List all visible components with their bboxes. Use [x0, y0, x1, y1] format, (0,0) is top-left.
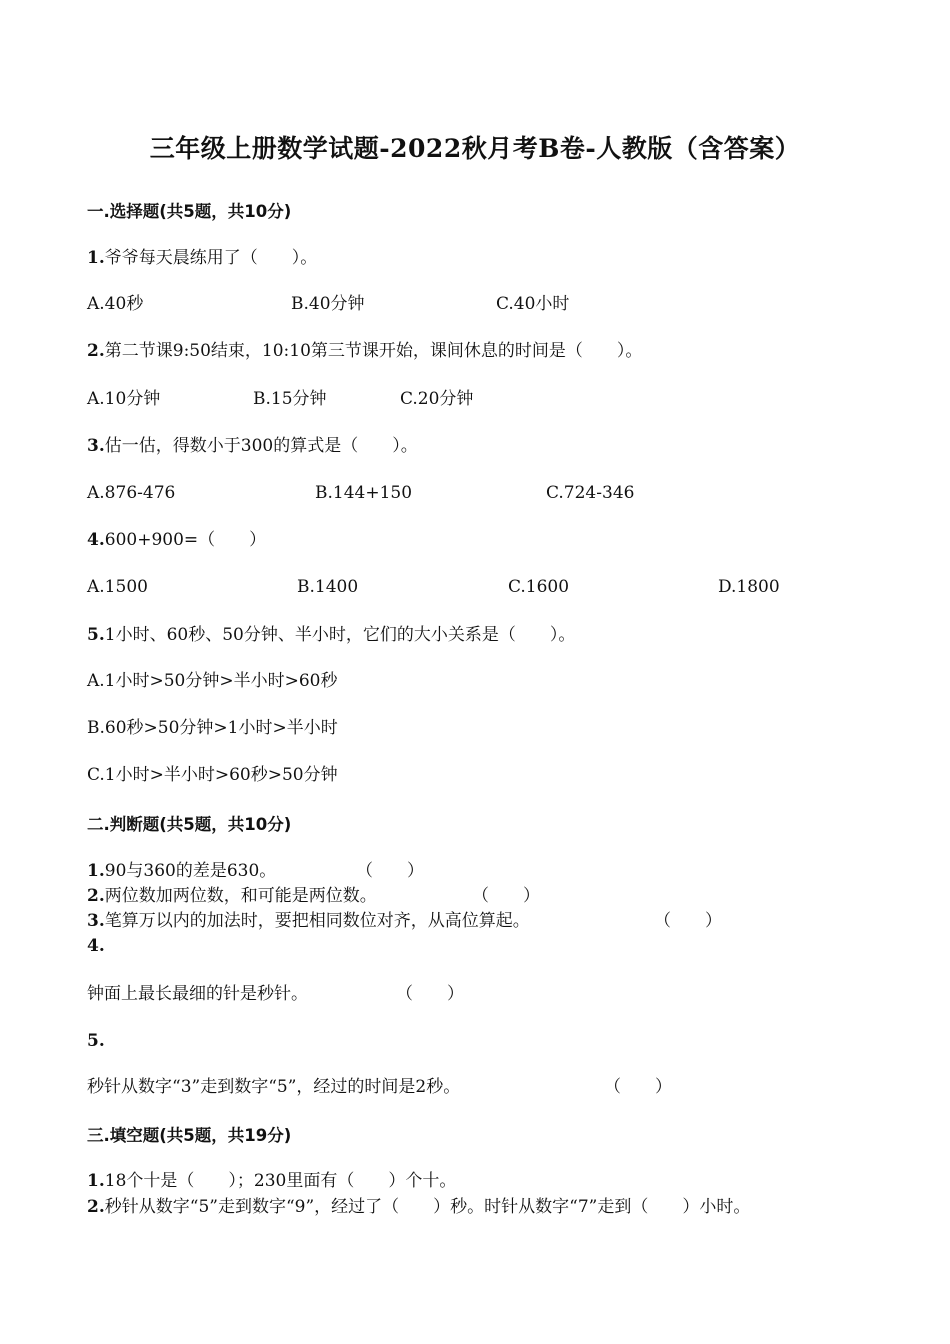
judge-item-2: 2.两位数加两位数，和可能是两位数。: [87, 886, 377, 906]
option-a: A.1500: [87, 577, 148, 597]
page-title: 三年级上册数学试题-2022秋月考B卷-人教版（含答案）: [149, 134, 801, 163]
question-5: 5.1小时、60秒、50分钟、半小时，它们的大小关系是（ ）。: [87, 625, 576, 645]
answer-paren: （ ）: [356, 861, 424, 881]
question-1: 1.爷爷每天晨练用了（ ）。: [87, 248, 318, 268]
answer-paren: （ ）: [396, 984, 464, 1004]
judge-item-4: 钟面上最长最细的针是秒针。: [87, 984, 308, 1004]
judge-item-4-number: 4.: [87, 936, 105, 956]
judge-item-3: 3.笔算万以内的加法时，要把相同数位对齐，从高位算起。: [87, 911, 530, 931]
answer-paren: （ ）: [472, 886, 540, 906]
fill-item-1: 1.18个十是（ ）；230里面有（ ）个十。: [87, 1171, 457, 1191]
option-c: C.1600: [508, 577, 570, 597]
option-a: A.1小时>50分钟>半小时>60秒: [87, 671, 338, 691]
option-b: B.1400: [297, 577, 359, 597]
option-a: A.40秒: [87, 294, 144, 314]
section-heading-fill: 三.填空题(共5题，共19分): [87, 1126, 292, 1145]
option-a: A.10分钟: [87, 389, 161, 409]
option-c: C.20分钟: [400, 389, 474, 409]
option-c: C.1小时>半小时>60秒>50分钟: [87, 765, 338, 785]
option-c: C.40小时: [496, 294, 570, 314]
section-heading-judge: 二.判断题(共5题，共10分): [87, 815, 292, 834]
option-b: B.144+150: [315, 483, 413, 503]
option-b: B.15分钟: [253, 389, 327, 409]
judge-item-5-number: 5.: [87, 1031, 105, 1051]
answer-paren: （ ）: [654, 911, 722, 931]
option-b: B.40分钟: [291, 294, 365, 314]
fill-item-2: 2.秒针从数字“5”走到数字“9”，经过了（ ）秒。时针从数字“7”走到（ ）小时。: [87, 1197, 751, 1217]
answer-paren: （ ）: [604, 1077, 672, 1097]
option-a: A.876-476: [87, 483, 176, 503]
option-d: D.1800: [718, 577, 780, 597]
option-c: C.724-346: [546, 483, 635, 503]
question-2: 2.第二节课9:50结束，10:10第三节课开始，课间休息的时间是（ ）。: [87, 341, 643, 361]
question-3: 3.估一估，得数小于300的算式是（ ）。: [87, 436, 418, 456]
question-4: 4.600+900=（ ）: [87, 530, 267, 550]
section-heading-choice: 一.选择题(共5题，共10分): [87, 202, 292, 221]
judge-item-5: 秒针从数字“3”走到数字“5”，经过的时间是2秒。: [87, 1077, 461, 1097]
judge-item-1: 1.90与360的差是630。: [87, 861, 277, 881]
option-b: B.60秒>50分钟>1小时>半小时: [87, 718, 338, 738]
